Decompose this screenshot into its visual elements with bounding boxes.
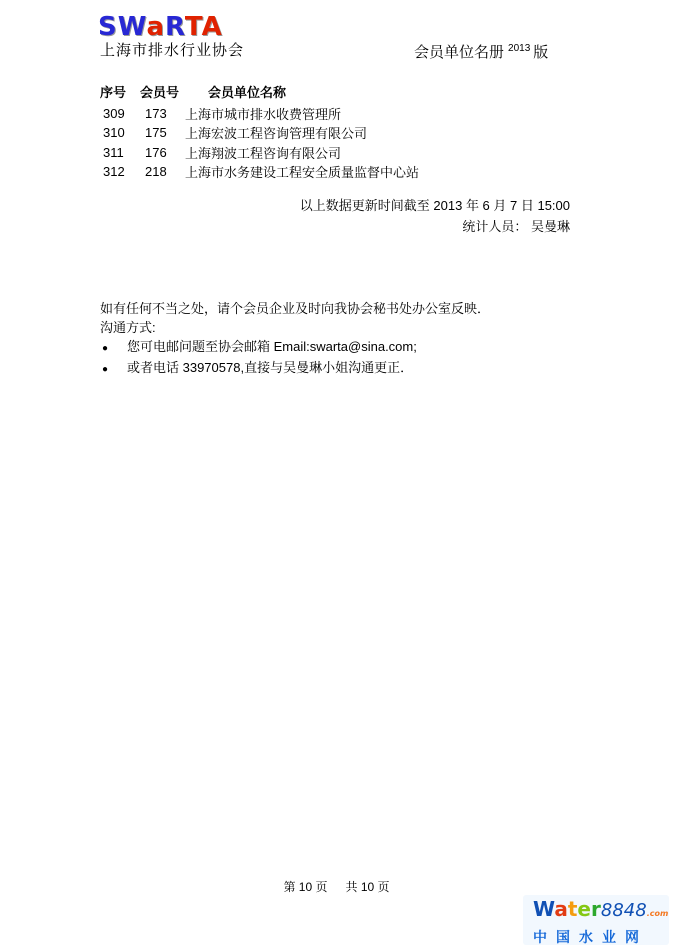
header-unit-name: 会员单位名称 (208, 85, 287, 101)
bullet-item (100, 358, 490, 379)
cell-member-no: 176 (145, 144, 167, 160)
table-row (100, 162, 419, 182)
brand-tld: .com (646, 909, 669, 918)
water8848-brand (533, 898, 669, 925)
table-header-row (100, 82, 419, 102)
table-row (100, 123, 419, 143)
bullet-item (100, 337, 490, 358)
logo-letter: T (184, 12, 202, 42)
contact-methods-label: 沟通方式: (100, 320, 156, 335)
member-table (100, 82, 419, 182)
brand-letter: W (533, 897, 555, 921)
bullet-text-email: 您可电邮问题至协会邮箱 Email:swarta@sina.com; (127, 339, 417, 354)
header-member-no: 会员号 (140, 85, 180, 101)
directory-title-year: 2013 (508, 43, 531, 54)
cell-seq: 311 (103, 144, 124, 160)
cell-unit-name: 上海宏波工程咨询管理有限公司 (185, 126, 368, 142)
page-number-label: 第 10 页 (283, 880, 328, 894)
update-note: 以上数据更新时间截至 2013 年 6 月 7 日 15:00 (299, 198, 570, 213)
table-row (100, 143, 419, 163)
cell-member-no: 173 (145, 105, 167, 121)
org-name: 上海市排水行业协会 (100, 42, 245, 59)
summary-block (300, 195, 570, 237)
cell-unit-name: 上海市水务建设工程安全质量监督中心站 (185, 165, 420, 181)
water8848-watermark-logo (523, 895, 669, 945)
notice-intro: 如有任何不当之处，请个会员企业及时向我协会秘书处办公室反映． (100, 301, 491, 316)
notice-block (100, 299, 490, 379)
cell-member-no: 218 (145, 164, 167, 180)
brand-letter: t (567, 897, 578, 921)
cell-seq: 309 (103, 105, 125, 121)
logo-letter: R (165, 12, 185, 42)
directory-title-main: 会员单位名册 (414, 44, 505, 61)
brand-letter: r (591, 897, 601, 921)
brand-letter: e (577, 897, 591, 921)
cell-unit-name: 上海翔波工程咨询有限公司 (185, 145, 342, 161)
cell-unit-name: 上海市城市排水收费管理所 (185, 106, 342, 122)
swarta-logo (98, 12, 223, 42)
logo-letter: S (98, 12, 118, 42)
watermark-tagline: 中国水业网 (533, 929, 648, 945)
cell-member-no: 175 (145, 125, 167, 141)
directory-title-suffix: 版 (533, 44, 549, 61)
logo-letter: a (146, 12, 166, 42)
bullet-icon: ● (102, 343, 109, 354)
cell-seq: 312 (103, 164, 125, 180)
page-total-label: 共 10 页 (345, 880, 390, 894)
statistician-note: 统计人员： 吴曼琳 (462, 219, 570, 234)
logo-letter: A (201, 12, 223, 42)
table-row (100, 104, 419, 124)
brand-letter: a (554, 897, 568, 921)
page-indicator (0, 878, 673, 895)
cell-seq: 310 (103, 125, 125, 141)
directory-title (414, 41, 548, 62)
bullet-text-phone: 或者电话 33970578,直接与吴曼琳小姐沟通更正． (127, 360, 414, 375)
bullet-icon: ● (102, 364, 109, 375)
brand-number: 8848 (600, 900, 647, 921)
header-seq: 序号 (100, 85, 127, 101)
logo-letter: W (117, 12, 147, 42)
